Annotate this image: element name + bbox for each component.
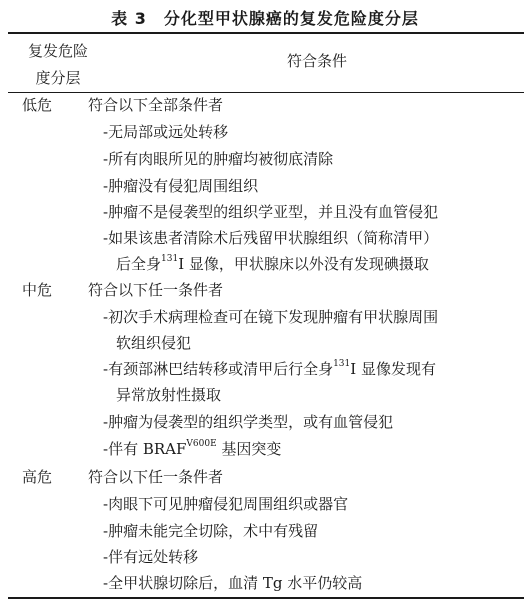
text-segment: -有颈部淋巴结转移或清甲后行全身 — [103, 360, 334, 378]
mid-risk-label: 中危 — [22, 281, 53, 299]
text-segment: I 显像，甲状腺床以外没有发现碘摄取 — [178, 255, 429, 273]
high-risk-item: -肿瘤未能完全切除，术中有残留 — [103, 522, 319, 540]
text-segment: 后全身 — [116, 255, 162, 273]
low-risk-item: -如果该患者清除术后残留甲状腺组织（简称清甲） — [103, 229, 439, 247]
mid-risk-item: -初次手术病理检查可在镜下发现肿瘤有甲状腺周围 — [103, 308, 439, 326]
text-segment: 基因突变 — [216, 440, 282, 458]
superscript: V600E — [186, 439, 217, 449]
header-rule — [8, 92, 524, 93]
text-segment: I 显像发现有 — [350, 360, 436, 378]
text-segment: -伴有 BRAF — [103, 440, 187, 458]
high-risk-item: -全甲状腺切除后，血清 Tg 水平仍较高 — [103, 574, 363, 592]
table-title: 表 3 分化型甲状腺癌的复发危险度分层 — [111, 9, 419, 28]
mid-risk-item-continuation: 异常放射性摄取 — [116, 386, 222, 404]
low-risk-item-continuation — [116, 252, 429, 276]
low-risk-item: -肿瘤没有侵犯周围组织 — [103, 177, 259, 195]
high-risk-item: -肉眼下可见肿瘤侵犯周围组织或器官 — [103, 495, 349, 513]
high-risk-label: 高危 — [22, 468, 53, 486]
superscript: 131 — [333, 359, 351, 369]
high-risk-item: -伴有远处转移 — [103, 548, 199, 566]
mid-risk-condition: 符合以下任一条件者 — [88, 281, 224, 299]
top-rule — [8, 32, 524, 34]
mid-risk-item: -肿瘤为侵袭型的组织学类型，或有血管侵犯 — [103, 413, 394, 431]
low-risk-label: 低危 — [22, 96, 53, 114]
header-risk-level-line2: 度分层 — [35, 69, 81, 87]
low-risk-item: -所有肉眼所见的肿瘤均被彻底清除 — [103, 150, 334, 168]
mid-risk-item — [103, 437, 281, 461]
high-risk-condition: 符合以下任一条件者 — [88, 468, 224, 486]
header-risk-level — [8, 38, 108, 92]
low-risk-item: -无局部或远处转移 — [103, 123, 229, 141]
bottom-rule — [8, 597, 524, 599]
mid-risk-item — [103, 357, 436, 381]
low-risk-item: -肿瘤不是侵袭型的组织学亚型，并且没有血管侵犯 — [103, 203, 439, 221]
low-risk-condition: 符合以下全部条件者 — [88, 96, 224, 114]
header-risk-level-line1: 复发危险 — [27, 42, 88, 60]
superscript: 131 — [161, 254, 179, 264]
header-conditions: 符合条件 — [286, 52, 347, 70]
mid-risk-item-continuation: 软组织侵犯 — [116, 334, 192, 352]
